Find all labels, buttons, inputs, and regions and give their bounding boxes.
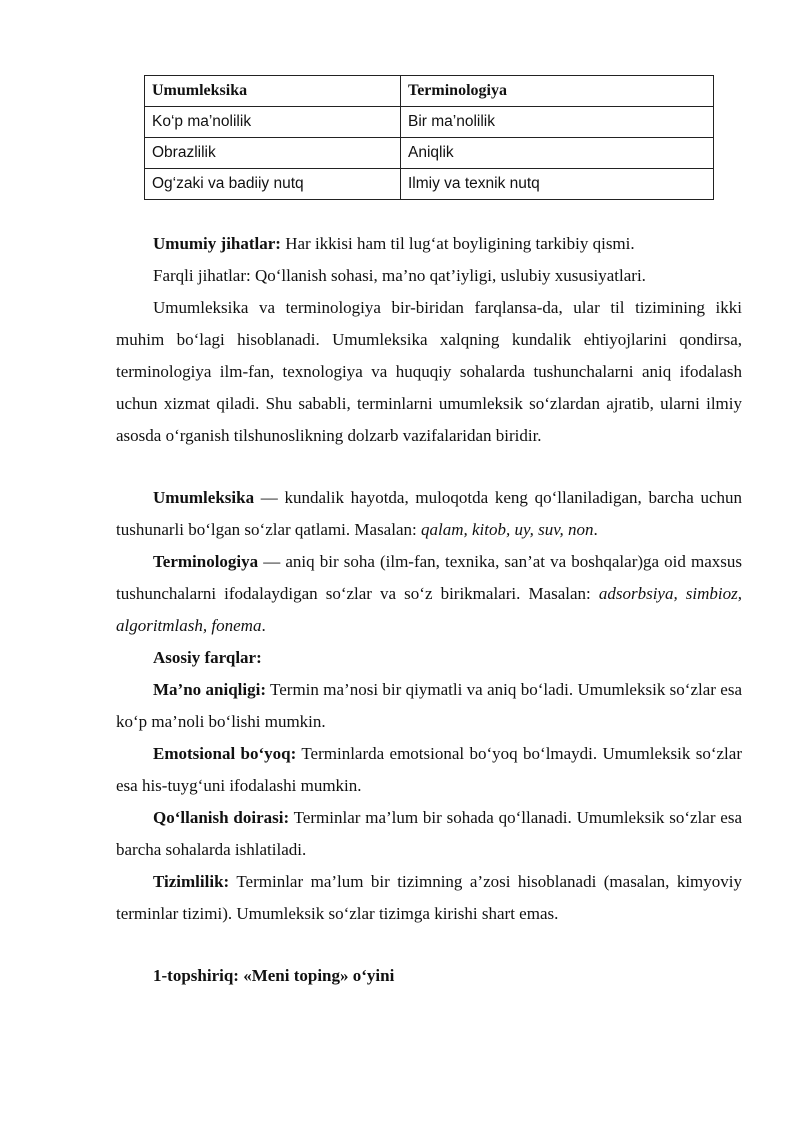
table-cell: Obrazlilik	[145, 138, 401, 169]
paragraph-qollanish	[116, 802, 742, 866]
table-cell: Bir ma’nolilik	[401, 107, 714, 138]
common-text: Har ikkisi ham til lug‘at boyligining tarkibiy qismi.	[280, 234, 635, 253]
paragraph-umumleksika: Umumleksika — kundalik hayotda, muloqotda keng qo‘llaniladigan, barcha uchun tushunarli bo‘lgan so‘zlar qatlami. Masalan: qalam, kitob, uy, suv, non.	[116, 488, 742, 539]
paragraph-terminologiya: Terminologiya — aniq bir soha (ilm-fan, texnika, san’at va boshqalar)ga oid maxsus tushunchalarni ifodalaydigan so‘zlar va so‘z birikmalari. Masalan: adsorbsiya, simbioz, algoritmlash, fonema.	[116, 552, 742, 635]
paragraph-summary: Umumleksika va terminologiya bir-biridan farqlansa-da, ular til tizimining ikki muhim bo‘lagi hisoblanadi. Umumleksika xalqning kundalik ehtiyojlarini qondirsa, terminologiya ilm-fan, texnologiya va huquqiy sohalarda tushunchalarni aniq ifodalash uchun xizmat qiladi. Shu sababli, terminlarni umumleksik so‘zlardan ajratib, ularni ilmiy asosda o‘rganish tilshunoslikning dolzarb vazifalaridan biridir.	[116, 298, 742, 445]
umumleksika-examples: qalam, kitob, uy, suv, non	[420, 520, 594, 539]
qollanish-label: Qo‘llanish doirasi:	[153, 808, 290, 827]
mano-text: Termin ma’nosi bir qiymatli va aniq bo‘ladi. Umumleksik so‘zlar esa ko‘p ma’noli bo‘lishi mumkin.	[116, 680, 742, 731]
tizimlilik-label: Tizimlilik:	[153, 872, 230, 891]
paragraph-asosiy	[116, 642, 742, 674]
table-row	[145, 107, 714, 138]
tizimlilik-text: Terminlar ma’lum bir tizimning a’zosi hisoblanadi (masalan, kimyoviy terminlar tizimi). Umumleksik so‘zlar tizimga kirishi shart emas.	[116, 872, 742, 923]
terminologiya-label: Terminologiya	[153, 552, 259, 571]
table-header-cell: Umumleksika	[145, 76, 401, 107]
paragraph-common	[116, 228, 742, 260]
table-header-row	[145, 76, 714, 107]
paragraph-emotsional	[116, 738, 742, 802]
table-row	[145, 169, 714, 200]
table-cell: Aniqlik	[401, 138, 714, 169]
emotsional-text: Terminlarda emotsional bo‘yoq bo‘lmaydi. Umumleksik so‘zlar esa his-tuyg‘uni ifodalashi mumkin.	[116, 744, 742, 795]
paragraph-diff: Farqli jihatlar: Qo‘llanish sohasi, ma’no qat’iyligi, uslubiy xususiyatlari.	[153, 266, 646, 285]
paragraph-mano	[116, 674, 742, 738]
paragraph-tizimlilik	[116, 866, 742, 930]
paragraph-task	[116, 960, 742, 992]
table-cell: Og‘zaki va badiiy nutq	[145, 169, 401, 200]
umumleksika-label: Umumleksika	[153, 488, 255, 507]
task-label: 1-topshiriq: «Meni toping» o‘yini	[153, 966, 395, 985]
terminologiya-examples: adsorbsiya, simbioz, algoritmlash, fonema	[116, 584, 742, 635]
table-row	[145, 138, 714, 169]
body-text	[116, 228, 742, 992]
emotsional-label: Emotsional bo‘yoq:	[153, 744, 297, 763]
asosiy-label: Asosiy farqlar:	[153, 648, 262, 667]
table-cell: Ilmiy va texnik nutq	[401, 169, 714, 200]
comparison-table	[144, 75, 714, 200]
qollanish-text: Terminlar ma’lum bir sohada qo‘llanadi. Umumleksik so‘zlar esa barcha sohalarda ishlatiladi.	[116, 808, 742, 859]
mano-label: Ma’no aniqligi:	[153, 680, 266, 699]
table-header-cell: Terminologiya	[401, 76, 714, 107]
common-label: Umumiy jihatlar:	[153, 234, 281, 253]
terminologiya-text: — aniq bir soha (ilm-fan, texnika, san’at va boshqalar)ga oid maxsus tushunchalarni ifodalaydigan so‘zlar va so‘z birikmalari. Masalan:	[116, 552, 742, 603]
umumleksika-text: — kundalik hayotda, muloqotda keng qo‘llaniladigan, barcha uchun tushunarli bo‘lgan so‘zlar qatlami. Masalan:	[116, 488, 742, 539]
table-cell: Ko‘p ma’nolilik	[145, 107, 401, 138]
